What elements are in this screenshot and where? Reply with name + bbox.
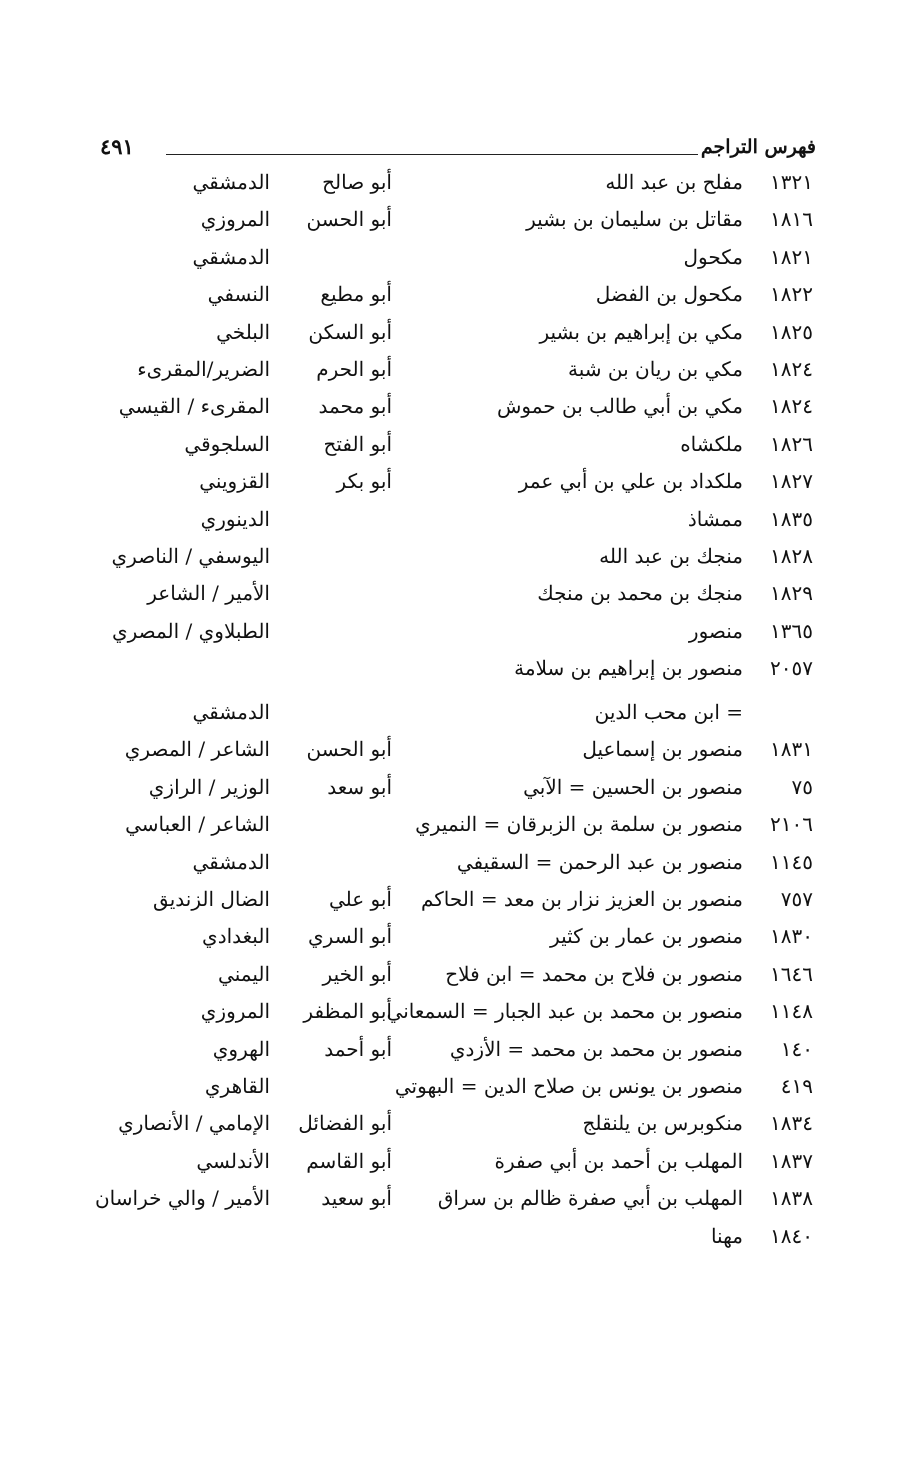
entry-kunya: أبو أحمد bbox=[324, 1036, 392, 1061]
entry-name: منصور بن عمار بن كثير bbox=[550, 924, 743, 949]
entry-name: ممشاذ bbox=[687, 506, 743, 531]
index-entry bbox=[0, 958, 921, 995]
entry-name: مقاتل بن سليمان بن بشير bbox=[526, 207, 743, 232]
entry-nisba: الدمشقي bbox=[192, 170, 270, 194]
index-entry bbox=[0, 353, 921, 390]
entry-nisba: الوزير / الرازي bbox=[148, 774, 270, 799]
entry-kunya: أبو بكر bbox=[336, 469, 392, 494]
entry-name: منصور بن عبد الرحمن = السقيفي bbox=[456, 849, 743, 874]
entry-kunya: أبو الحسن bbox=[306, 737, 392, 762]
entry-number: ١١٤٨ bbox=[770, 999, 813, 1024]
entry-number: ١٨٣٤ bbox=[770, 1111, 813, 1136]
entry-name: ملكداد بن علي بن أبي عمر bbox=[518, 469, 743, 494]
entry-number: ١١٤٥ bbox=[770, 849, 813, 874]
entry-name: منصور بن محمد بن عبد الجبار = السمعاني bbox=[386, 999, 743, 1024]
entry-kunya: أبو الفضائل bbox=[298, 1111, 392, 1136]
index-entry bbox=[0, 1145, 921, 1182]
entry-number: ١٨٢٢ bbox=[770, 282, 813, 307]
entry-name: منصور bbox=[688, 618, 743, 643]
entry-nisba: الدمشقي bbox=[192, 700, 270, 725]
entry-nisba: الدينوري bbox=[200, 506, 270, 531]
index-entry bbox=[0, 808, 921, 845]
index-entry bbox=[0, 883, 921, 920]
entry-name: مكحول بن الفضل bbox=[595, 282, 743, 307]
entry-nisba: البغدادي bbox=[202, 924, 270, 949]
entry-kunya: أبو القاسم bbox=[306, 1148, 392, 1173]
index-entry bbox=[0, 465, 921, 502]
entry-name: المهلب بن أحمد بن أبي صفرة bbox=[494, 1148, 743, 1173]
header-rule bbox=[166, 154, 698, 155]
entry-number: ١٨٣٨ bbox=[770, 1186, 813, 1211]
entry-kunya: أبو الحسن bbox=[306, 207, 392, 232]
entry-name: منصور بن يونس بن صلاح الدين = البهوتي bbox=[394, 1073, 743, 1098]
index-entry bbox=[0, 428, 921, 465]
entry-number: ٧٥ bbox=[791, 774, 813, 799]
index-entry bbox=[0, 241, 921, 278]
entry-nisba: اليمني bbox=[218, 961, 270, 986]
entry-kunya: أبو السري bbox=[308, 924, 392, 949]
entry-nisba: القزويني bbox=[199, 469, 270, 494]
entry-name: منصور بن محمد بن محمد = الأزدي bbox=[449, 1036, 743, 1061]
index-entry bbox=[0, 615, 921, 652]
entry-number: ٢٠٥٧ bbox=[770, 656, 813, 681]
entry-number: ١٨٣٥ bbox=[770, 506, 813, 531]
index-entry bbox=[0, 278, 921, 315]
entry-number: ١٨٢٤ bbox=[770, 356, 813, 381]
entry-nisba: القاهري bbox=[204, 1073, 270, 1098]
page-number: ٤٩١ bbox=[100, 134, 134, 159]
entry-number: ١٨٣٠ bbox=[770, 924, 813, 949]
entry-number: ١٨٢٤ bbox=[770, 394, 813, 419]
entry-nisba: المروزي bbox=[200, 207, 270, 232]
entry-number: ٢١٠٦ bbox=[770, 812, 813, 837]
entry-number: ١٦٤٦ bbox=[770, 961, 813, 986]
index-entry bbox=[0, 503, 921, 540]
entry-kunya: أبو المظفر bbox=[303, 999, 392, 1024]
index-entry bbox=[0, 540, 921, 577]
entry-number: ١٨١٦ bbox=[770, 207, 813, 232]
entry-number: ١٣٦٥ bbox=[770, 618, 813, 643]
section-title: فهرس التراجم bbox=[700, 136, 816, 158]
index-entry bbox=[0, 390, 921, 427]
entry-name: منجك بن عبد الله bbox=[599, 543, 743, 568]
index-entry bbox=[0, 920, 921, 957]
index-entry bbox=[0, 166, 921, 203]
entry-nisba: النسفي bbox=[207, 282, 270, 307]
entry-nisba: الأندلسي bbox=[196, 1148, 270, 1173]
entry-name: مهنا bbox=[710, 1223, 743, 1248]
page-header bbox=[100, 132, 816, 168]
entry-name: مكحول bbox=[683, 244, 743, 269]
index-entry bbox=[0, 1033, 921, 1070]
index-entry bbox=[0, 995, 921, 1032]
entry-nisba: الشاعر / المصري bbox=[124, 737, 270, 762]
entry-nisba: الدمشقي bbox=[192, 244, 270, 269]
entry-number: ٤١٩ bbox=[780, 1073, 813, 1098]
entry-nisba: الأمير / الشاعر bbox=[147, 581, 270, 606]
entry-nisba: الهروي bbox=[212, 1036, 270, 1061]
entry-name: منصور بن فلاح بن محمد = ابن فلاح bbox=[445, 961, 743, 986]
entry-number: ١٨٢٥ bbox=[770, 319, 813, 344]
entry-number: ١٨٢١ bbox=[770, 244, 813, 269]
entry-kunya: أبو علي bbox=[328, 887, 392, 912]
entry-name: منصور بن إبراهيم بن سلامة bbox=[514, 656, 743, 681]
index-entry bbox=[0, 1107, 921, 1144]
entry-kunya: أبو محمد bbox=[318, 394, 392, 419]
entry-number: ٧٥٧ bbox=[780, 887, 813, 912]
entry-nisba: الشاعر / العباسي bbox=[125, 812, 270, 837]
entry-nisba: الإمامي / الأنصاري bbox=[118, 1111, 270, 1136]
entry-nisba: الطبلاوي / المصري bbox=[111, 618, 270, 643]
entry-nisba: اليوسفي / الناصري bbox=[111, 543, 270, 568]
index-entry bbox=[0, 1182, 921, 1219]
entry-nisba: السلجوقي bbox=[184, 431, 270, 456]
entry-name: مكي بن ريان بن شبة bbox=[568, 356, 743, 381]
entry-nisba: الأمير / والي خراسان bbox=[94, 1186, 270, 1211]
entry-number: ١٨٤٠ bbox=[770, 1223, 813, 1248]
entry-nisba: المقرىء / القيسي bbox=[118, 394, 270, 419]
entry-nisba: الضال الزنديق bbox=[153, 887, 270, 912]
entry-name: منصور بن العزيز نزار بن معد = الحاكم bbox=[420, 887, 743, 912]
entry-number: ١٨٣٧ bbox=[770, 1148, 813, 1173]
entry-number: ١٨٢٨ bbox=[770, 543, 813, 568]
entry-number: ١٨٢٧ bbox=[770, 469, 813, 494]
entry-number: ١٤٠ bbox=[780, 1036, 813, 1061]
entry-nisba: الدمشقي bbox=[192, 849, 270, 874]
entry-kunya: أبو سعد bbox=[327, 774, 392, 799]
entry-name: منصور بن سلمة بن الزبرقان = النميري bbox=[415, 812, 743, 837]
entry-nisba: الضرير/المقرىء bbox=[137, 356, 270, 381]
biography-index-list bbox=[0, 166, 921, 1257]
entry-number: ١٣٢١ bbox=[770, 170, 813, 194]
entry-name: منصور بن إسماعيل bbox=[582, 737, 743, 762]
index-entry bbox=[0, 733, 921, 770]
index-entry bbox=[0, 203, 921, 240]
entry-kunya: أبو الفتح bbox=[323, 431, 392, 456]
entry-kunya: أبو سعيد bbox=[321, 1186, 392, 1211]
entry-name: منصور بن الحسين = الآبي bbox=[523, 774, 743, 799]
index-entry bbox=[0, 846, 921, 883]
entry-number: ١٨٢٦ bbox=[770, 431, 813, 456]
entry-name: = ابن محب الدين bbox=[594, 700, 743, 725]
entry-nisba: المروزي bbox=[200, 999, 270, 1024]
entry-name: مكي بن أبي طالب بن حموش bbox=[496, 394, 743, 419]
entry-kunya: أبو الحرم bbox=[316, 356, 392, 381]
entry-name: المهلب بن أبي صفرة ظالم بن سراق bbox=[437, 1186, 743, 1211]
entry-kunya: أبو الخير bbox=[322, 961, 392, 986]
index-entry bbox=[0, 1220, 921, 1257]
index-entry bbox=[0, 1070, 921, 1107]
entry-number: ١٨٢٩ bbox=[770, 581, 813, 606]
entry-name: مكي بن إبراهيم بن بشير bbox=[539, 319, 743, 344]
entry-kunya: أبو صالح bbox=[322, 170, 392, 194]
entry-number: ١٨٣١ bbox=[770, 737, 813, 762]
entry-kunya: أبو مطيع bbox=[320, 282, 392, 307]
index-entry bbox=[0, 577, 921, 614]
index-entry bbox=[0, 316, 921, 353]
index-entry bbox=[0, 652, 921, 696]
entry-name: منجك بن محمد بن منجك bbox=[537, 581, 743, 606]
entry-name: ملكشاه bbox=[680, 431, 743, 456]
entry-name: مفلح بن عبد الله bbox=[605, 170, 743, 194]
index-entry bbox=[0, 771, 921, 808]
entry-name: منكوبرس بن يلنقلج bbox=[582, 1111, 743, 1136]
index-entry bbox=[0, 696, 921, 733]
entry-nisba: البلخي bbox=[216, 319, 270, 344]
entry-kunya: أبو السكن bbox=[308, 319, 392, 344]
